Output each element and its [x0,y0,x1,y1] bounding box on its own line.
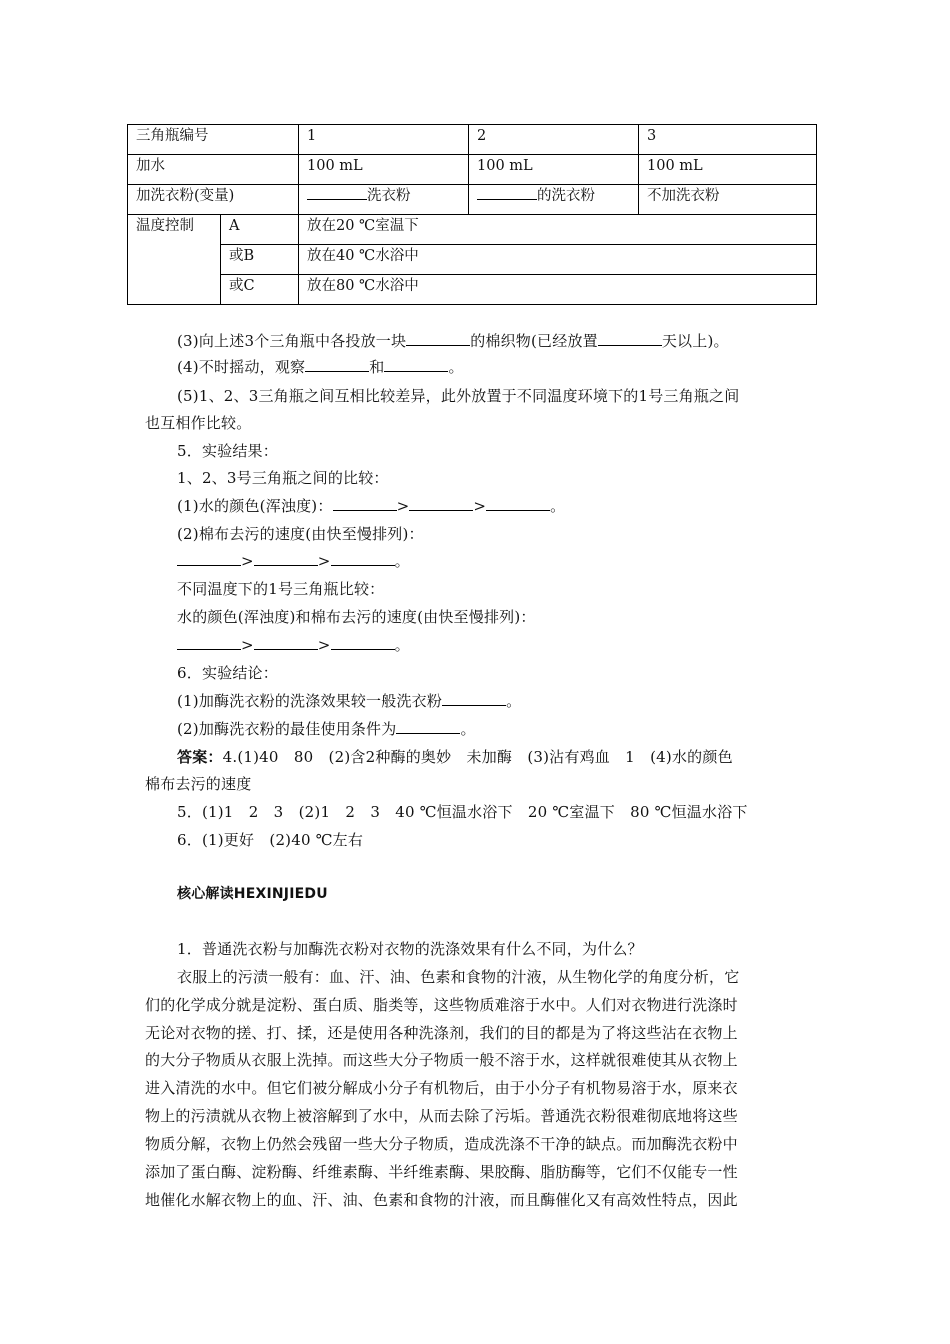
table-row [128,125,817,155]
text: 。 [460,720,476,738]
table-cell: 1 [299,125,469,155]
text: 。 [394,636,410,654]
cell-text: 的洗衣粉 [537,188,595,204]
fill-blank [442,691,506,706]
fill-blank [333,496,397,511]
results-speed-label: (2)棉布去污的速度(由快至慢排列)： [177,525,424,543]
table-cell [299,185,469,215]
text: 。 [506,692,522,710]
conclusion-title: 6．实验结论： [177,664,278,682]
fill-blank [486,496,550,511]
text: 。 [550,497,566,515]
paragraph-line: 物上的污渍就从衣物上被溶解到了水中，从而去除了污垢。普通洗衣粉很难彻底地将这些 [145,1107,738,1125]
table-cell: 2 [469,125,639,155]
text: 和 [369,358,385,376]
conclusion-1 [177,689,521,713]
text: 。 [448,358,464,376]
paragraph-line: 进入清洗的水中。但它们被分解成小分子有机物后，由于小分子有机物易溶于水，原来衣 [145,1079,738,1097]
text: (2)加酶洗衣粉的最佳使用条件为 [177,720,397,738]
table-cell: 100 mL [469,155,639,185]
fill-blank [254,635,318,650]
table-row [128,275,817,305]
paragraph-line: 的大分子物质从衣服上洗掉。而这些大分子物质一般不溶于水，这样就很难使其从衣物上 [145,1051,738,1069]
cell-text: 洗衣粉 [367,188,411,204]
table-cell: 放在80 ℃水浴中 [299,275,817,305]
text: (1)加酶洗衣粉的洗涤效果较一般洗衣粉 [177,692,443,710]
paragraph-line: 物质分解，衣物上仍然会残留一些大分子物质，造成洗涤不干净的缺点。而加酶洗衣粉中 [145,1135,738,1153]
answer-line-4: 6．(1)更好 (2)40 ℃左右 [177,831,364,849]
table-cell: 3 [639,125,817,155]
fill-blank [598,331,662,346]
table-cell: 或B [221,245,299,275]
fill-blank [331,551,395,566]
results-speed-order [177,549,410,573]
table-cell: 放在20 ℃室温下 [299,215,817,245]
step-3 [177,329,729,353]
paragraph-line: 们的化学成分就是淀粉、蛋白质、脂类等，这些物质难溶于水中。人们对衣物进行洗涤时 [145,996,738,1014]
fill-blank [177,635,241,650]
table-row [128,155,817,185]
text: 天以上)。 [661,332,729,350]
results-temp-order [177,633,410,657]
fill-blank [177,551,241,566]
table-cell: 加洗衣粉(变量) [128,185,299,215]
experiment-table [127,124,817,305]
fill-blank [254,551,318,566]
paragraph-line: 无论对衣物的搓、打、揉，还是使用各种洗涤剂，我们的目的都是为了将这些沾在衣物上 [145,1024,738,1042]
fill-blank [477,185,537,200]
table-cell: 放在40 ℃水浴中 [299,245,817,275]
text: (1)水的颜色(浑浊度)： [177,497,333,515]
text: 。 [394,552,410,570]
answer-line-1 [177,745,733,769]
table-cell: 加水 [128,155,299,185]
text: > [396,497,410,515]
text: > [317,636,331,654]
step-4 [177,355,464,379]
results-temp-label: 水的颜色(浑浊度)和棉布去污的速度(由快至慢排列)： [177,608,536,626]
text: (3)向上述3个三角瓶中各投放一块 [177,332,407,350]
text: > [473,497,487,515]
text: > [241,552,254,570]
fill-blank [406,331,470,346]
fill-blank [331,635,395,650]
fill-blank [384,357,448,372]
conclusion-2 [177,717,476,741]
paragraph-line: 添加了蛋白酶、淀粉酶、纤维素酶、半纤维素酶、果胶酶、脂肪酶等，它们不仅能专一性 [145,1163,738,1181]
table-cell [469,185,639,215]
table-cell: 100 mL [639,155,817,185]
paragraph-line: 地催化水解衣物上的血、汗、油、色素和食物的汁液，而且酶催化又有高效性特点，因此 [145,1191,738,1209]
table-row [128,185,817,215]
answer-label: 答案： [177,748,223,766]
table-cell: 不加洗衣粉 [639,185,817,215]
temperature-label-cell: 温度控制 [128,215,221,305]
paragraph-line: 衣服上的污渍一般有：血、汗、油、色素和食物的汁液，从生物化学的角度分析，它 [177,968,740,986]
core-question: 1．普通洗衣粉与加酶洗衣粉对衣物的洗涤效果有什么不同，为什么？ [177,940,643,958]
table-row [128,245,817,275]
results-color [177,494,565,518]
results-title: 5．实验结果： [177,442,278,460]
results-temp-compare: 不同温度下的1号三角瓶比较： [177,580,385,598]
text: 4.(1)40 80 (2)含2种酶的奥妙 未加酶 (3)沾有鸡血 1 (4)水的颜色 [222,748,733,766]
answer-line-2: 棉布去污的速度 [145,775,252,793]
text: > [241,636,254,654]
results-compare: 1、2、3号三角瓶之间的比较： [177,469,389,487]
step-5-line-1: (5)1、2、3三角瓶之间互相比较差异，此外放置于不同温度环境下的1号三角瓶之间 [177,387,740,405]
fill-blank [307,185,367,200]
text: (4)不时摇动，观察 [177,358,306,376]
table-row [128,215,817,245]
text: 的棉织物(已经放置 [470,332,598,350]
text: > [317,552,331,570]
table-cell: 100 mL [299,155,469,185]
table-cell: 或C [221,275,299,305]
answer-line-3: 5．(1)1 2 3 (2)1 2 3 40 ℃恒温水浴下 20 ℃室温下 80 ℃恒温水浴下 [177,803,748,821]
fill-blank [305,357,369,372]
table-cell: A [221,215,299,245]
fill-blank [396,719,460,734]
fill-blank [409,496,473,511]
section-heading: 核心解读HEXINJIEDU [177,886,328,902]
step-5-line-2: 也互相作比较。 [145,414,252,432]
table-cell: 三角瓶编号 [128,125,299,155]
